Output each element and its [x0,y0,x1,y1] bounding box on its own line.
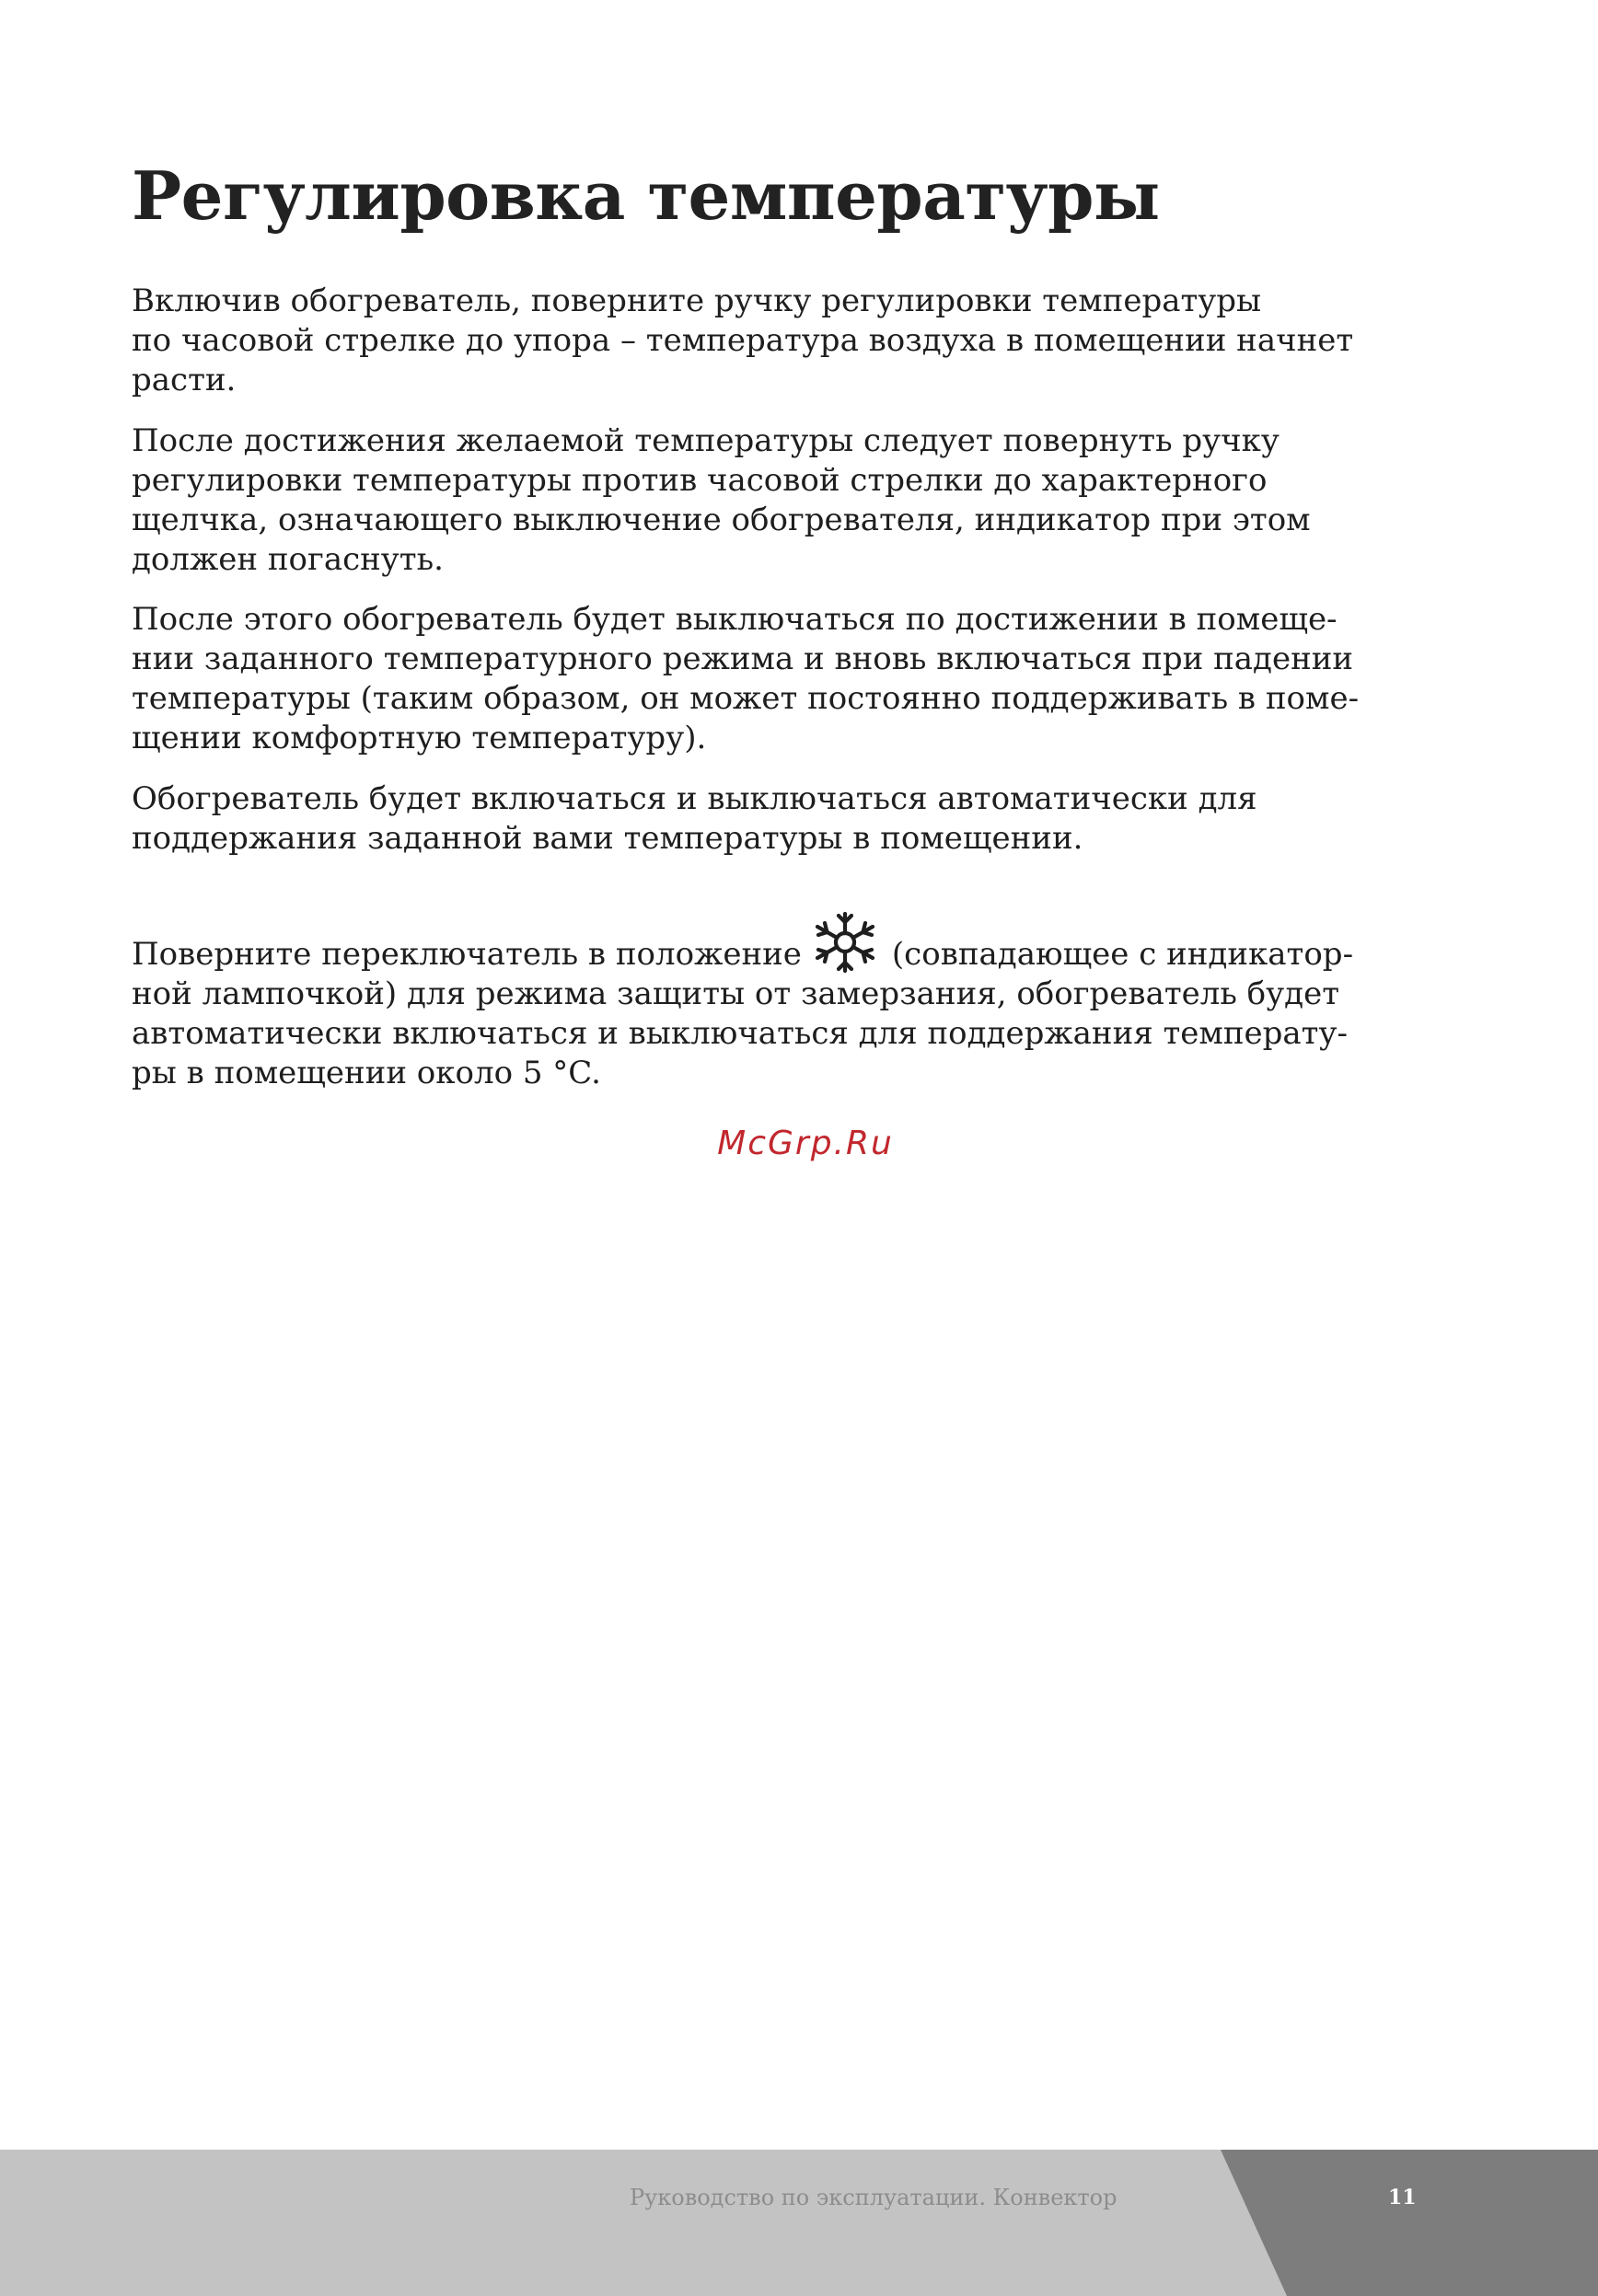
paragraph-line: нии заданного температурного режима и вновь включаться при падении [132,640,1354,677]
paragraph-line: расти. [132,362,237,398]
paragraph-line: щении комфортную температуру). [132,720,707,756]
paragraph-line: Включив обогреватель, поверните ручку регулировки температуры [132,283,1262,319]
paragraph-line: Обогреватель будет включаться и выключаться автоматически для [132,780,1257,817]
page-footer [0,2150,1598,2296]
paragraph-2 [132,421,1420,580]
paragraph-line: ры в помещении около 5 °C. [132,1055,601,1091]
frost-text-after-icon: (совпадающее с индикатор- [891,936,1354,973]
paragraph-line: температуры (таким образом, он может постоянно поддерживать в поме- [132,680,1360,717]
footer-background [0,2150,1598,2296]
paragraph-line: должен погаснуть. [132,541,444,578]
paragraph-line: автоматически включаться и выключаться для поддержания температу- [132,1015,1348,1052]
paragraph-line: После достижения желаемой температуры следует повернуть ручку [132,422,1280,459]
paragraph-4 [132,779,1420,859]
footer-dark-band [1221,2150,1598,2296]
page-title: Регулировка температуры [132,156,1160,235]
paragraph-line [132,911,1420,975]
snowflake-icon [811,911,879,974]
frost-text-before-icon: Поверните переключатель в положение [132,936,802,973]
page-number: 11 [1388,2186,1417,2209]
watermark-text: McGrp.Ru [717,1125,894,1162]
paragraph-line: щелчка, означающего выключение обогревателя, индикатор при этом [132,502,1311,538]
paragraph-line: После этого обогреватель будет выключаться по достижении в помеще- [132,601,1337,638]
paragraph-3 [132,600,1420,758]
paragraph-line: по часовой стрелке до упора – температура воздуха в помещении начнет [132,322,1354,359]
frost-protection-paragraph [132,911,1420,1093]
paragraph-line: регулировки температуры против часовой стрелки до характерного [132,462,1268,499]
paragraph-1 [132,282,1420,400]
footer-manual-title: Руководство по эксплуатации. Конвектор [630,2185,1117,2210]
watermark [0,1125,1598,1162]
paragraph-line: ной лампочкой) для режима защиты от замерзания, обогреватель будет [132,975,1340,1012]
paragraph-line: поддержания заданной вами температуры в помещении. [132,820,1083,857]
